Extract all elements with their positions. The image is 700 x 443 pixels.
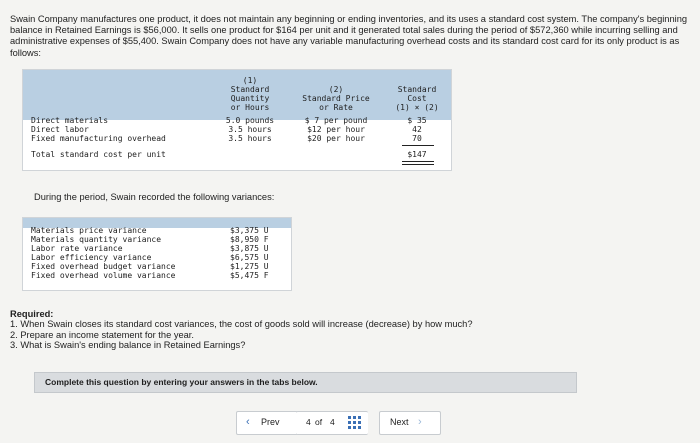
variances-intro: During the period, Swain recorded the following variances: (34, 192, 275, 202)
subtotal-rule (402, 145, 434, 146)
col3-header-3: (1) × (2) (395, 103, 439, 112)
row-qty-fixed-overhead: 3.5 hours (228, 134, 272, 143)
variance-amount: $8,950 F (230, 235, 269, 244)
variance-amount: $3,375 U (230, 226, 269, 235)
variance-amount: $1,275 U (230, 262, 269, 271)
variance-amount: $5,475 F (230, 271, 269, 280)
variance-amount: $6,575 U (230, 253, 269, 262)
row-label-direct-labor: Direct labor (31, 125, 89, 134)
row-label-direct-materials: Direct materials (31, 116, 109, 125)
chevron-left-icon: ‹ (246, 416, 250, 428)
variance-label: Materials price variance (31, 226, 147, 235)
next-button[interactable] (379, 411, 441, 435)
prev-label: Prev (261, 417, 280, 427)
page-of: of (315, 417, 323, 427)
row-price-fixed-overhead: $20 per hour (307, 134, 365, 143)
total-label: Total standard cost per unit (31, 150, 166, 159)
instruction-bar (34, 372, 577, 393)
row-cost-direct-labor: 42 (412, 125, 422, 134)
col1-header-1: (1) (242, 76, 258, 85)
required-item-3: 3. What is Swain's ending balance in Retained Earnings? (10, 340, 246, 351)
row-label-fixed-overhead: Fixed manufacturing overhead (31, 134, 166, 143)
problem-intro: Swain Company manufactures one product, it does not maintain any beginning or ending inventories, and its uses a standard cost system. The company's beginning balance in Retained Earnings is $56,000. It sells one product for $164 per unit and it generated total sales during the period of $572,360 while incurring selling and administrative expenses of $55,400. Swain Company does not have any variable manufacturing overhead costs and its standard cost card for its only product is as follows: (10, 14, 688, 58)
col3-header-2: Cost (407, 94, 427, 103)
col2-header-3: or Rate (319, 103, 353, 112)
variance-label: Fixed overhead budget variance (31, 262, 176, 271)
next-label: Next (390, 417, 409, 427)
row-qty-direct-labor: 3.5 hours (228, 125, 272, 134)
variance-label: Fixed overhead volume variance (31, 271, 176, 280)
required-section (10, 309, 472, 351)
chevron-right-icon: › (418, 416, 422, 428)
required-item-2: 2. Prepare an income statement for the year. (10, 329, 194, 340)
variance-amount: $3,875 U (230, 244, 269, 253)
col2-header-2: Standard Price (302, 94, 370, 103)
required-item-1: 1. When Swain closes its standard cost variances, the cost of goods sold will increase (decrease) by how much? (10, 319, 473, 330)
col1-header-4: or Hours (230, 103, 270, 112)
instruction-text: Complete this question by entering your answers in the tabs below. (45, 377, 318, 387)
page-total: 4 (330, 417, 335, 427)
variance-label: Labor efficiency variance (31, 253, 152, 262)
col1-header-3: Quantity (230, 94, 270, 103)
required-heading: Required: (10, 309, 54, 319)
page-current: 4 (306, 417, 311, 427)
total-cost: $147 (407, 150, 427, 159)
variance-label: Labor rate variance (31, 244, 123, 253)
standard-cost-table (22, 69, 452, 171)
col2-header-1: (2) (328, 85, 344, 94)
col3-header-1: Standard (397, 85, 437, 94)
grid-icon[interactable] (348, 416, 361, 429)
row-price-direct-labor: $12 per hour (307, 125, 365, 134)
total-double-rule (402, 161, 434, 165)
row-qty-direct-materials: 5.0 pounds (225, 116, 275, 125)
row-price-direct-materials: $ 7 per pound (304, 116, 368, 125)
variances-table (22, 217, 292, 291)
prev-button[interactable] (236, 411, 298, 435)
col1-header-2: Standard (230, 85, 270, 94)
row-cost-fixed-overhead: 70 (412, 134, 422, 143)
page-indicator (296, 411, 368, 435)
row-cost-direct-materials: $ 35 (407, 116, 427, 125)
variance-label: Materials quantity variance (31, 235, 162, 244)
